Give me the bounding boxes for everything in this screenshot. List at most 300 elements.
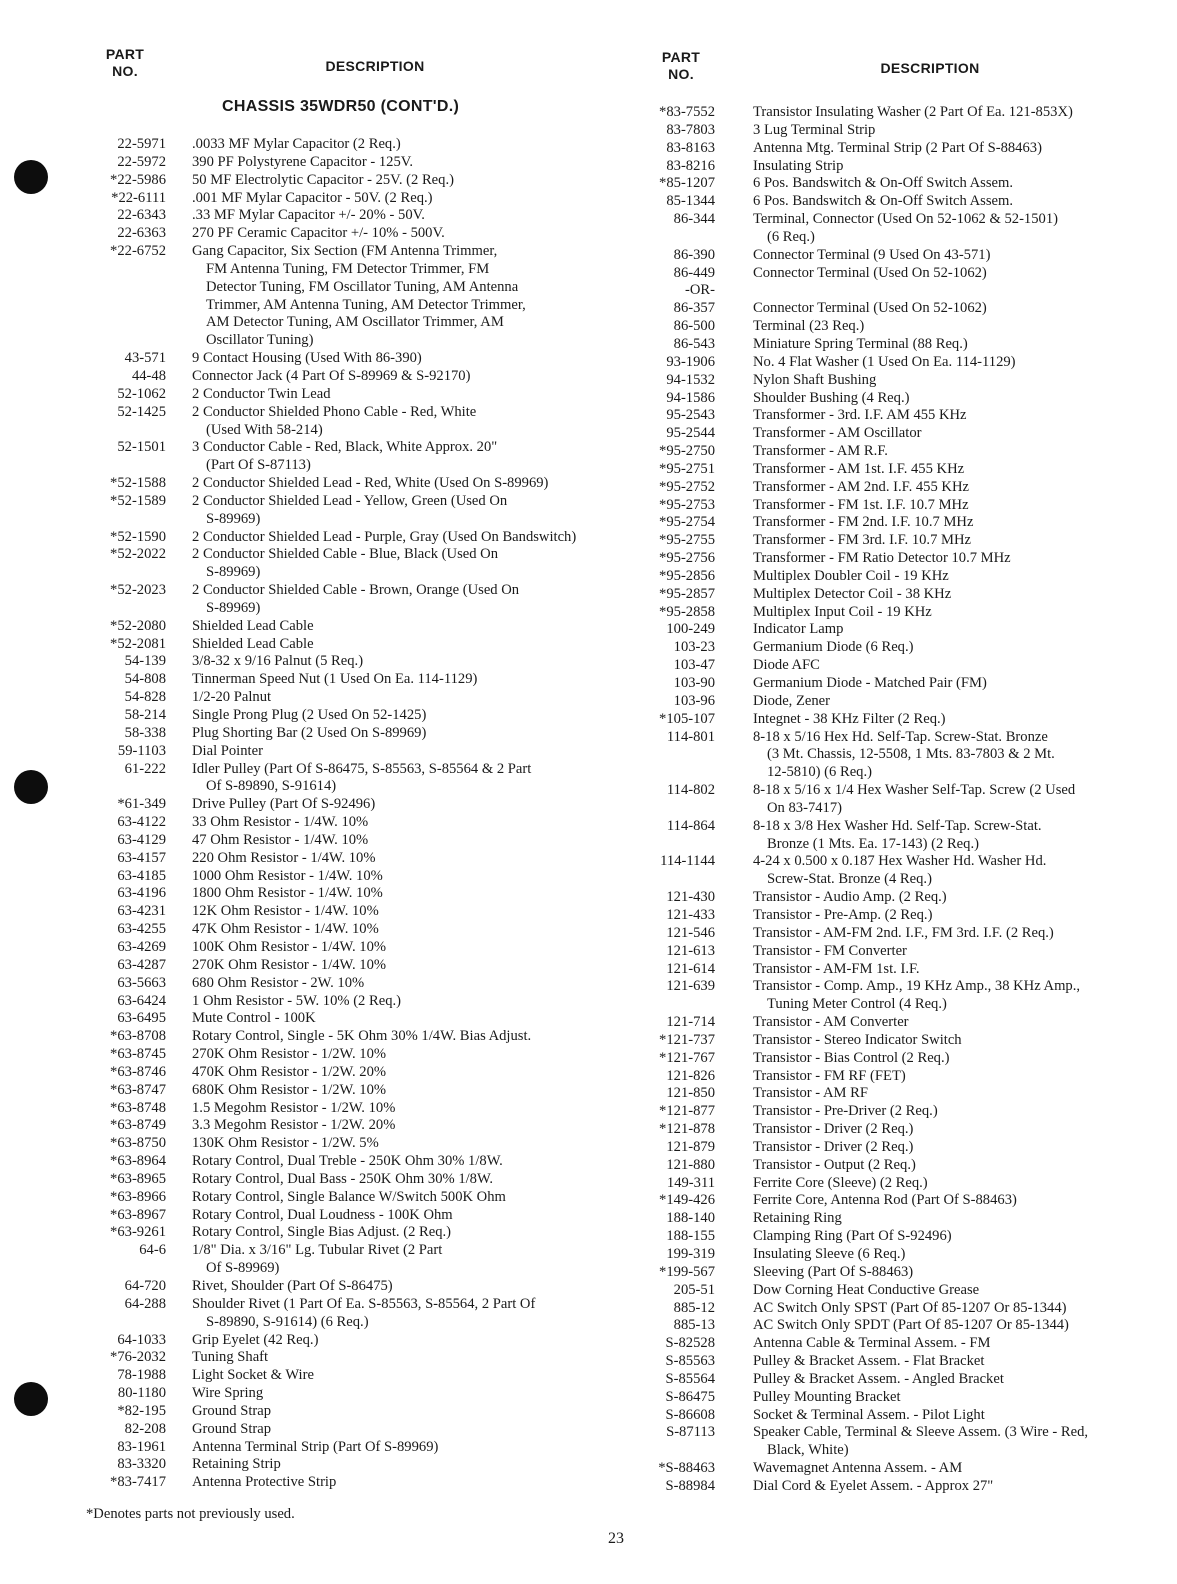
parts-row	[673, 300, 1088, 318]
part-description: Transistor - Comp. Amp., 19 KHz Amp., 38 KHz Amp.,	[753, 978, 1081, 995]
part-description: Ferrite Core (Sleeve) (2 Req.)	[753, 1174, 928, 1191]
part-number: 63-4185	[117, 867, 166, 884]
right-parts-list	[658, 104, 1089, 1496]
part-number: *82-195	[117, 1402, 166, 1419]
part-number: 93-1906	[666, 353, 715, 370]
part-description: Antenna Terminal Strip (Part Of S-89969)	[192, 1438, 439, 1455]
parts-row	[110, 171, 576, 190]
parts-row	[117, 1010, 576, 1028]
parts-row	[117, 992, 576, 1011]
part-description: 130K Ohm Resistor - 1/2W. 5%	[192, 1135, 379, 1152]
part-description: Multiplex Input Coil - 19 KHz	[753, 603, 932, 620]
part-description: Miniature Spring Terminal (88 Req.)	[753, 335, 968, 352]
part-number: *95-2753	[659, 496, 715, 513]
part-number: 121-430	[666, 889, 715, 906]
part-description: 390 PF Polystyrene Capacitor - 125V.	[192, 153, 414, 170]
part-description: 1.5 Megohm Resistor - 1/2W. 10%	[192, 1099, 396, 1116]
part-description: (Used With 58-214)	[206, 421, 323, 438]
parts-row	[753, 800, 1088, 818]
parts-row	[673, 1281, 1088, 1300]
part-description: 1000 Ohm Resistor - 1/4W. 10%	[192, 867, 383, 884]
part-number: *95-2750	[659, 443, 715, 460]
part-number: *83-7552	[659, 104, 715, 120]
parts-row	[117, 814, 576, 832]
part-description: 3 Conductor Cable - Red, Black, White Approx. 20"	[192, 439, 498, 456]
parts-row	[659, 550, 1088, 568]
part-header-line2: NO.	[112, 63, 138, 79]
part-number: 43-571	[124, 350, 166, 367]
part-description: 9 Contact Housing (Used With 86-390)	[192, 350, 422, 367]
part-number: S-86475	[665, 1388, 715, 1405]
part-number: 80-1180	[117, 1385, 166, 1402]
part-description: Transistor - FM RF (FET)	[753, 1067, 906, 1084]
parts-row	[110, 1170, 576, 1189]
part-number: *95-2856	[659, 567, 715, 584]
parts-row	[110, 1046, 576, 1064]
part-number: *52-1589	[110, 492, 166, 509]
part-description: Dial Cord & Eyelet Assem. - Approx 27"	[753, 1477, 994, 1494]
parts-row	[753, 229, 1088, 247]
part-description: 2 Conductor Shielded Lead - Yellow, Green (Used On	[192, 492, 508, 509]
part-number: 63-4129	[117, 831, 166, 848]
parts-row	[192, 314, 576, 332]
part-number: *149-426	[659, 1192, 715, 1209]
part-number: 44-48	[131, 367, 166, 384]
parts-row	[117, 974, 576, 993]
parts-row	[659, 710, 1088, 729]
part-number: *95-2752	[659, 478, 715, 495]
part-description: .0033 MF Mylar Capacitor (2 Req.)	[192, 136, 401, 152]
part-description: Multiplex Detector Coil - 38 KHz	[753, 585, 952, 602]
part-number: 63-4269	[117, 938, 166, 955]
part-description: Terminal, Connector (Used On 52-1062 & 52-1501)	[753, 211, 1058, 228]
part-number: 121-613	[666, 942, 715, 959]
part-number: 121-880	[666, 1156, 715, 1173]
part-number: 121-614	[666, 960, 715, 977]
part-description: Ground Strap	[192, 1402, 272, 1419]
parts-row	[665, 1406, 1088, 1425]
parts-row	[124, 671, 576, 689]
part-description: Transformer - FM 2nd. I.F. 10.7 MHz	[753, 514, 974, 531]
part-number: 114-1144	[660, 853, 715, 870]
part-number: 121-714	[666, 1014, 715, 1031]
part-number: 64-6	[139, 1242, 166, 1259]
binder-hole-top	[14, 160, 48, 194]
part-number: 85-1344	[666, 193, 715, 210]
part-description: 33 Ohm Resistor - 1/4W. 10%	[192, 814, 369, 831]
part-number: *85-1207	[659, 175, 715, 192]
part-description: Detector Tuning, FM Oscillator Tuning, AM Antenna	[206, 278, 519, 295]
part-description: 2 Conductor Shielded Phono Cable - Red, White	[192, 403, 477, 420]
part-description: 2 Conductor Shielded Cable - Brown, Orange (Used On	[192, 582, 520, 599]
parts-row	[673, 639, 1088, 657]
parts-row	[117, 403, 576, 422]
part-description: 270 PF Ceramic Capacitor +/- 10% - 500V.	[192, 225, 445, 242]
parts-row	[110, 1117, 576, 1135]
part-description: 270K Ohm Resistor - 1/4W. 10%	[192, 956, 387, 973]
part-description: Transistor - AM Converter	[753, 1014, 909, 1031]
part-number: 82-208	[124, 1420, 166, 1437]
parts-row	[192, 297, 576, 315]
part-number: 22-5972	[117, 153, 166, 170]
part-description: 8-18 x 3/8 Hex Washer Hd. Self-Tap. Screw-Stat.	[753, 817, 1042, 834]
part-description: Tinnerman Speed Nut (1 Used On Ea. 114-1129)	[192, 671, 478, 688]
part-description: Screw-Stat. Bronze (4 Req.)	[767, 871, 932, 888]
part-number: *52-2022	[110, 546, 166, 563]
part-number: 86-543	[673, 335, 715, 352]
part-description: Wavemagnet Antenna Assem. - AM	[753, 1460, 963, 1477]
left-description-header: DESCRIPTION	[325, 58, 425, 74]
part-description: Transformer - AM 2nd. I.F. 455 KHz	[753, 478, 969, 495]
parts-row	[665, 1353, 1088, 1371]
part-number: 121-639	[666, 978, 715, 995]
part-description: Clamping Ring (Part Of S-92496)	[753, 1228, 952, 1245]
parts-row	[110, 617, 576, 636]
parts-row	[753, 1442, 1088, 1460]
part-number: *63-8967	[110, 1206, 166, 1223]
part-number: 83-7803	[666, 121, 715, 138]
part-description: Tuning Meter Control (4 Req.)	[767, 996, 947, 1013]
part-number: 58-214	[124, 707, 166, 723]
part-description: .33 MF Mylar Capacitor +/- 20% - 50V.	[192, 207, 425, 224]
part-number: 103-96	[673, 692, 715, 709]
part-number: 885-13	[673, 1317, 715, 1334]
part-number: 95-2544	[666, 425, 715, 442]
parts-row	[192, 511, 576, 529]
parts-row	[117, 867, 576, 886]
part-number: *95-2858	[659, 603, 715, 620]
part-description: (Part Of S-87113)	[206, 457, 311, 474]
parts-row	[666, 193, 1088, 211]
part-description: 12-5810) (6 Req.)	[767, 764, 872, 781]
part-description: Transformer - FM Ratio Detector 10.7 MHz	[753, 550, 1011, 567]
part-description: Transistor Insulating Washer (2 Part Of Ea. 121-853X)	[753, 104, 1073, 120]
parts-row	[117, 849, 576, 868]
part-number: 94-1532	[666, 371, 715, 388]
part-description: 220 Ohm Resistor - 1/4W. 10%	[192, 849, 376, 866]
parts-row	[659, 496, 1088, 515]
part-number: *63-8966	[110, 1188, 166, 1205]
parts-row	[117, 938, 576, 957]
part-description: Antenna Cable & Terminal Assem. - FM	[753, 1335, 991, 1352]
parts-row	[659, 567, 1088, 586]
part-number: 22-5971	[117, 136, 166, 152]
parts-row	[666, 1246, 1088, 1264]
parts-row	[685, 282, 1088, 300]
part-number: *63-8747	[110, 1081, 166, 1098]
part-description: Connector Jack (4 Part Of S-89969 & S-92170)	[192, 367, 471, 384]
parts-row	[666, 817, 1088, 836]
parts-row	[666, 960, 1088, 979]
part-number: 114-801	[666, 728, 715, 745]
parts-row	[117, 956, 576, 975]
part-number: 63-4196	[117, 885, 166, 902]
parts-row	[192, 1260, 576, 1278]
part-description: 270K Ohm Resistor - 1/2W. 10%	[192, 1046, 387, 1063]
part-number: 52-1425	[117, 403, 166, 420]
parts-row	[659, 1103, 1088, 1121]
parts-row	[124, 1278, 576, 1296]
parts-row	[666, 1085, 1088, 1103]
part-description: S-89969)	[206, 599, 261, 616]
part-description: Rotary Control, Dual Bass - 250K Ohm 30% 1/8W.	[192, 1170, 494, 1187]
right-description-header: DESCRIPTION	[880, 60, 980, 76]
part-description: S-89969)	[206, 510, 261, 527]
parts-row	[673, 675, 1088, 693]
part-description: Transformer - 3rd. I.F. AM 455 KHz	[753, 407, 967, 424]
part-description: Diode AFC	[753, 657, 820, 674]
parts-row	[673, 246, 1088, 265]
parts-row	[110, 582, 576, 600]
parts-row	[666, 978, 1088, 996]
parts-row	[665, 1335, 1088, 1353]
part-number: 83-3320	[117, 1456, 166, 1473]
parts-row	[110, 1063, 576, 1082]
part-description: 47 Ohm Resistor - 1/4W. 10%	[192, 831, 369, 848]
part-number: 64-288	[124, 1295, 166, 1312]
parts-row	[131, 367, 576, 386]
parts-row	[753, 996, 1088, 1014]
part-number: *83-7417	[110, 1474, 166, 1491]
parts-row	[117, 1402, 576, 1421]
parts-row	[110, 635, 576, 654]
part-description: Transformer - FM 1st. I.F. 10.7 MHz	[753, 496, 969, 513]
part-description: Terminal (23 Req.)	[753, 318, 865, 335]
part-number: 64-1033	[117, 1331, 166, 1348]
parts-row	[659, 514, 1088, 532]
part-number: *63-8748	[110, 1099, 166, 1116]
part-description: Ground Strap	[192, 1420, 272, 1437]
part-number: *52-1590	[110, 528, 166, 545]
parts-row	[666, 728, 1088, 747]
part-description: Tuning Shaft	[192, 1349, 269, 1366]
part-description: Shielded Lead Cable	[192, 635, 314, 652]
part-description: Connector Terminal (Used On 52-1062)	[753, 300, 987, 317]
parts-row	[666, 1210, 1088, 1228]
part-number: 63-4122	[117, 814, 166, 831]
part-description: 680K Ohm Resistor - 1/2W. 10%	[192, 1081, 387, 1098]
part-description: Socket & Terminal Assem. - Pilot Light	[753, 1406, 985, 1423]
part-description: FM Antenna Tuning, FM Detector Trimmer, FM	[206, 260, 490, 277]
parts-row	[673, 318, 1088, 336]
part-description: Transistor - Bias Control (2 Req.)	[753, 1049, 950, 1066]
part-number: 188-140	[666, 1210, 715, 1227]
parts-row	[111, 189, 576, 208]
part-number: 64-720	[124, 1278, 166, 1294]
part-number: *63-9261	[110, 1224, 166, 1241]
parts-row	[666, 139, 1088, 158]
part-number: 63-4231	[117, 903, 166, 920]
parts-row	[110, 475, 576, 493]
part-description: Transistor - Driver (2 Req.)	[753, 1121, 914, 1138]
parts-row	[117, 153, 576, 172]
parts-row	[666, 1014, 1088, 1032]
part-description: Pulley & Bracket Assem. - Flat Bracket	[753, 1353, 985, 1370]
parts-row	[192, 279, 576, 297]
part-number: 52-1062	[117, 385, 166, 402]
part-number: S-85564	[665, 1370, 715, 1387]
part-description: 3/8-32 x 9/16 Palnut (5 Req.)	[192, 653, 364, 670]
part-description: (3 Mt. Chassis, 12-5508, 1 Mts. 83-7803 & 2 Mt.	[767, 746, 1055, 763]
part-number: 22-6343	[117, 207, 166, 224]
part-description: Light Socket & Wire	[192, 1367, 314, 1384]
parts-row	[117, 885, 576, 903]
part-number: 61-222	[124, 760, 166, 777]
part-description: 3.3 Megohm Resistor - 1/2W. 20%	[192, 1117, 396, 1134]
page-number: 23	[608, 1530, 624, 1547]
parts-row	[666, 353, 1088, 372]
part-description: 2 Conductor Shielded Lead - Red, White (Used On S-89969)	[192, 475, 549, 492]
part-description: AC Switch Only SPST (Part Of 85-1207 Or 85-1344)	[753, 1299, 1067, 1316]
part-number: 103-23	[673, 639, 715, 656]
part-description: Transistor - Driver (2 Req.)	[753, 1138, 914, 1155]
part-number: *22-6752	[110, 243, 166, 260]
part-description: Plug Shorting Bar (2 Used On S-89969)	[192, 724, 427, 741]
parts-row	[124, 1295, 576, 1314]
parts-row	[117, 439, 576, 457]
part-description	[753, 282, 1088, 300]
part-description: Bronze (1 Mts. Ea. 17-143) (2 Req.)	[767, 835, 979, 852]
part-number: 121-826	[666, 1067, 715, 1084]
part-description: Pulley Mounting Bracket	[753, 1388, 901, 1405]
parts-row	[192, 457, 576, 475]
part-number: 205-51	[673, 1281, 715, 1298]
parts-row	[117, 831, 576, 850]
part-description: 50 MF Electrolytic Capacitor - 25V. (2 Req.)	[192, 171, 454, 188]
parts-row	[673, 211, 1088, 229]
part-number: -OR-	[685, 282, 715, 299]
part-description: Rotary Control, Single - 5K Ohm 30% 1/4W. Bias Adjust.	[192, 1028, 532, 1045]
part-description: Rotary Control, Single Bias Adjust. (2 Req.)	[192, 1224, 452, 1241]
part-number: *63-8708	[110, 1028, 166, 1045]
parts-row	[192, 422, 576, 440]
part-number: 114-802	[666, 782, 715, 799]
part-number: 63-6424	[117, 992, 166, 1009]
part-description: Ferrite Core, Antenna Rod (Part Of S-88463)	[753, 1192, 1017, 1209]
part-description: Germanium Diode (6 Req.)	[753, 639, 914, 656]
parts-row	[110, 1153, 576, 1171]
part-description: 6 Pos. Bandswitch & On-Off Switch Assem.	[753, 175, 1013, 192]
parts-row	[666, 121, 1088, 140]
parts-row	[124, 707, 576, 725]
parts-row	[659, 1049, 1088, 1068]
part-number: *95-2755	[659, 532, 715, 549]
part-number: 94-1586	[666, 389, 715, 406]
part-number: S-85563	[665, 1353, 715, 1370]
part-number: *76-2032	[110, 1349, 166, 1366]
part-description: Speaker Cable, Terminal & Sleeve Assem. (3 Wire - Red,	[753, 1424, 1089, 1441]
part-number: *121-767	[659, 1049, 715, 1066]
part-description: Diode, Zener	[753, 692, 830, 709]
parts-row	[192, 600, 576, 618]
part-number: 121-879	[666, 1138, 715, 1155]
part-number: 63-4157	[117, 849, 166, 866]
part-description: Grip Eyelet (42 Req.)	[192, 1331, 319, 1348]
part-number: 103-47	[673, 657, 715, 674]
part-description: 100K Ohm Resistor - 1/4W. 10%	[192, 938, 387, 955]
parts-row	[666, 621, 1088, 639]
parts-row	[753, 836, 1088, 854]
part-number: *95-2754	[659, 514, 715, 531]
part-description: Of S-89969)	[206, 1260, 280, 1277]
parts-row	[124, 689, 576, 707]
part-description: Mute Control - 100K	[192, 1010, 316, 1027]
part-description: 12K Ohm Resistor - 1/4W. 10%	[192, 903, 379, 920]
part-number: 121-546	[666, 924, 715, 941]
part-description: No. 4 Flat Washer (1 Used On Ea. 114-1129)	[753, 353, 1016, 370]
parts-row	[192, 332, 576, 350]
part-number: 54-808	[124, 671, 166, 688]
parts-row	[192, 778, 576, 796]
part-number: *95-2756	[659, 550, 715, 567]
part-number: 58-338	[124, 724, 166, 741]
part-number: 63-5663	[117, 974, 166, 991]
parts-row	[117, 385, 576, 404]
part-header-line2: NO.	[668, 66, 694, 82]
part-description: Rivet, Shoulder (Part Of S-86475)	[192, 1278, 393, 1294]
part-description: 6 Pos. Bandswitch & On-Off Switch Assem.	[753, 193, 1013, 210]
parts-row	[666, 1424, 1089, 1442]
part-description: Shoulder Rivet (1 Part Of Ea. S-85563, S-85564, 2 Part Of	[192, 1295, 536, 1312]
part-number: 86-449	[673, 264, 715, 281]
part-description: Integnet - 38 KHz Filter (2 Req.)	[753, 710, 946, 727]
part-description: Connector Terminal (9 Used On 43-571)	[753, 246, 991, 263]
part-description: Drive Pulley (Part Of S-92496)	[192, 796, 376, 813]
part-description: Nylon Shaft Bushing	[753, 371, 877, 388]
part-description: Rotary Control, Dual Treble - 250K Ohm 30% 1/8W.	[192, 1153, 503, 1170]
parts-row	[753, 746, 1088, 764]
parts-row	[110, 1099, 576, 1118]
part-number: S-86608	[665, 1406, 715, 1423]
parts-row	[192, 1314, 576, 1332]
parts-row	[666, 1138, 1088, 1157]
part-number: 95-2543	[666, 407, 715, 424]
part-number: 100-249	[666, 621, 715, 638]
parts-row	[666, 1067, 1088, 1086]
part-description: Dow Corning Heat Conductive Grease	[753, 1281, 980, 1298]
part-description: S-89969)	[206, 564, 261, 581]
part-description: Transistor - AM RF	[753, 1085, 869, 1102]
part-header-line1: PART	[661, 49, 701, 65]
part-number: 52-1501	[117, 439, 166, 456]
part-number: S-82528	[665, 1335, 715, 1352]
part-description: Rotary Control, Dual Loudness - 100K Ohm	[192, 1206, 453, 1223]
parts-row	[117, 1456, 576, 1474]
footnote: *Denotes parts not previously used.	[86, 1506, 295, 1522]
part-number: *22-5986	[110, 171, 166, 188]
part-description: 1/8" Dia. x 3/16" Lg. Tubular Rivet (2 Part	[192, 1242, 443, 1259]
part-number: *121-878	[659, 1121, 715, 1138]
part-description: 470K Ohm Resistor - 1/2W. 20%	[192, 1063, 387, 1080]
parts-row	[117, 207, 576, 225]
parts-row	[192, 564, 576, 582]
part-description: 1 Ohm Resistor - 5W. 10% (2 Req.)	[192, 992, 402, 1009]
parts-row	[673, 657, 1088, 675]
part-number: *105-107	[659, 710, 715, 727]
part-number: *199-567	[659, 1263, 715, 1280]
part-number: 149-311	[666, 1174, 715, 1191]
part-description: Sleeving (Part Of S-88463)	[753, 1263, 914, 1280]
parts-row	[659, 104, 1088, 122]
parts-row	[117, 1438, 576, 1457]
part-number: *22-6111	[111, 189, 166, 206]
parts-row	[117, 742, 576, 761]
parts-row	[659, 460, 1088, 479]
part-description: On 83-7417)	[767, 799, 842, 816]
part-description: Trimmer, AM Antenna Tuning, AM Detector Trimmer,	[206, 296, 526, 313]
part-description: Idler Pulley (Part Of S-86475, S-85563, S-85564 & 2 Part	[192, 760, 532, 777]
part-number: *121-737	[659, 1031, 715, 1048]
